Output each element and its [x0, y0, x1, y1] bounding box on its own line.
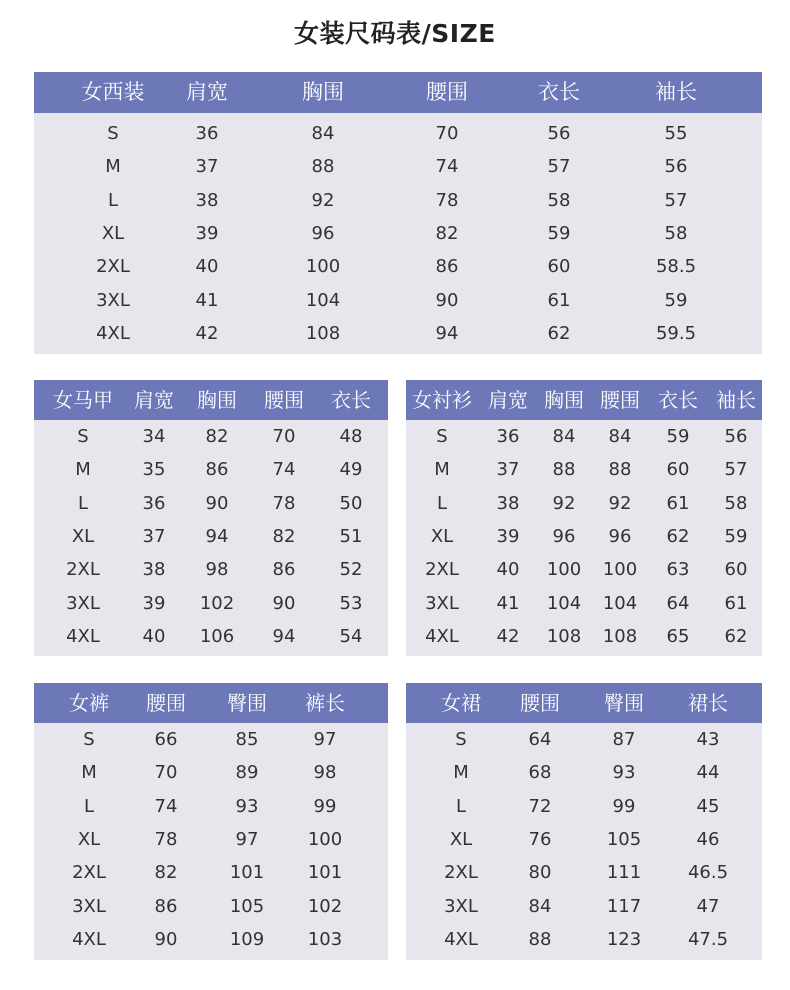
women-shirt-size-table [406, 380, 762, 656]
measurement-cell: 96 [311, 222, 335, 244]
page-title: 女装尺码表/SIZE [294, 19, 496, 48]
measurement-cell: 44 [696, 762, 720, 784]
size-label-cell: L [436, 492, 448, 514]
column-header: 腰围 [520, 691, 560, 715]
measurement-cell: 101 [229, 862, 265, 884]
table-row [406, 426, 762, 459]
measurement-cell: 52 [339, 559, 363, 581]
size-label-cell: 3XL [444, 895, 478, 917]
table-header [34, 683, 388, 723]
measurement-cell: 39 [195, 222, 219, 244]
measurement-cell: 39 [142, 592, 166, 614]
measurement-cell: 59 [547, 222, 571, 244]
measurement-cell: 55 [664, 123, 688, 144]
measurement-cell: 45 [696, 795, 720, 817]
measurement-cell: 40 [195, 256, 219, 278]
size-label-cell: 2XL [444, 862, 478, 884]
size-label-cell: 2XL [96, 256, 130, 278]
measurement-cell: 90 [154, 928, 178, 950]
measurement-cell: 101 [307, 862, 343, 884]
column-header: 女马甲 [53, 388, 113, 412]
size-label-cell: XL [449, 828, 473, 850]
table-row [406, 729, 762, 762]
measurement-cell: 87 [612, 729, 636, 750]
table-row [34, 156, 762, 189]
measurement-cell: 35 [142, 459, 166, 481]
size-label-cell: 3XL [96, 289, 130, 311]
size-label-cell: M [453, 762, 469, 784]
table-row [406, 559, 762, 592]
measurement-cell: 98 [313, 762, 337, 784]
measurement-cell: 62 [666, 525, 690, 547]
size-label-cell: S [77, 426, 89, 447]
measurement-cell: 90 [205, 492, 229, 514]
column-header: 女裤 [69, 691, 109, 715]
measurement-cell: 82 [154, 862, 178, 884]
measurement-cell: 90 [435, 289, 459, 311]
measurement-cell: 59.5 [655, 322, 697, 344]
measurement-cell: 86 [435, 256, 459, 278]
measurement-cell: 38 [195, 189, 219, 211]
size-label-cell: 3XL [425, 592, 459, 614]
table-row [34, 862, 388, 895]
measurement-cell: 64 [666, 592, 690, 614]
measurement-cell: 108 [305, 322, 341, 344]
measurement-cell: 105 [606, 828, 642, 850]
size-label-cell: 4XL [96, 322, 130, 344]
measurement-cell: 40 [142, 625, 166, 647]
table-row [34, 190, 762, 223]
measurement-cell: 37 [195, 156, 219, 178]
measurement-cell: 117 [606, 895, 642, 917]
women-skirt-size-table [406, 683, 762, 960]
measurement-cell: 43 [696, 729, 720, 750]
measurement-cell: 56 [724, 426, 748, 447]
measurement-cell: 93 [235, 795, 259, 817]
table-row [34, 896, 388, 929]
column-header: 腰围 [426, 80, 468, 104]
table-row [34, 626, 388, 659]
measurement-cell: 47 [696, 895, 720, 917]
column-header: 腰围 [146, 691, 186, 715]
measurement-cell: 100 [305, 256, 341, 278]
size-label-cell: M [81, 762, 97, 784]
size-label-cell: M [75, 459, 91, 481]
measurement-cell: 63 [666, 559, 690, 581]
measurement-cell: 72 [528, 795, 552, 817]
measurement-cell: 60 [547, 256, 571, 278]
size-label-cell: 2XL [66, 559, 100, 581]
measurement-cell: 99 [612, 795, 636, 817]
measurement-cell: 46.5 [687, 862, 729, 884]
measurement-cell: 94 [272, 625, 296, 647]
column-header: 女西装 [81, 80, 145, 104]
size-label-cell: 3XL [72, 895, 106, 917]
column-header: 肩宽 [134, 388, 174, 412]
measurement-cell: 49 [339, 459, 363, 481]
women-vest-size-table [34, 380, 388, 656]
size-label-cell: 3XL [66, 592, 100, 614]
size-label-cell: 4XL [66, 625, 100, 647]
table-row [34, 729, 388, 762]
measurement-cell: 54 [339, 625, 363, 647]
women-suit-size-table [34, 72, 762, 354]
measurement-cell: 58.5 [655, 256, 697, 278]
measurement-cell: 100 [602, 559, 638, 581]
measurement-cell: 50 [339, 492, 363, 514]
measurement-cell: 62 [724, 625, 748, 647]
table-row [34, 459, 388, 492]
table-row [406, 459, 762, 492]
measurement-cell: 70 [435, 123, 459, 144]
measurement-cell: 100 [307, 828, 343, 850]
column-header: 裤长 [305, 691, 345, 715]
measurement-cell: 123 [606, 928, 642, 950]
measurement-cell: 61 [724, 592, 748, 614]
measurement-cell: 66 [154, 729, 178, 750]
measurement-cell: 59 [664, 289, 688, 311]
column-header: 肩宽 [186, 80, 228, 104]
measurement-cell: 65 [666, 625, 690, 647]
measurement-cell: 47.5 [687, 928, 729, 950]
measurement-cell: 46 [696, 828, 720, 850]
table-row [34, 256, 762, 289]
measurement-cell: 51 [339, 525, 363, 547]
size-label-cell: L [77, 492, 89, 514]
measurement-cell: 56 [547, 123, 571, 144]
measurement-cell: 97 [313, 729, 337, 750]
size-label-cell: XL [430, 525, 454, 547]
table-row [34, 123, 762, 156]
table-header [406, 380, 762, 420]
measurement-cell: 100 [546, 559, 582, 581]
table-row [34, 593, 388, 626]
measurement-cell: 53 [339, 592, 363, 614]
measurement-cell: 37 [496, 459, 520, 481]
column-header: 女衬衫 [412, 388, 472, 412]
column-header: 胸围 [197, 388, 237, 412]
size-label-cell: S [107, 123, 119, 144]
measurement-cell: 109 [229, 928, 265, 950]
size-label-cell: S [436, 426, 448, 447]
measurement-cell: 92 [552, 492, 576, 514]
measurement-cell: 58 [724, 492, 748, 514]
measurement-cell: 36 [496, 426, 520, 447]
size-label-cell: M [434, 459, 450, 481]
measurement-cell: 57 [724, 459, 748, 481]
measurement-cell: 38 [496, 492, 520, 514]
measurement-cell: 82 [272, 525, 296, 547]
measurement-cell: 74 [154, 795, 178, 817]
table-header [406, 683, 762, 723]
measurement-cell: 90 [272, 592, 296, 614]
women-pants-size-table [34, 683, 388, 960]
table-row [34, 559, 388, 592]
measurement-cell: 37 [142, 525, 166, 547]
size-label-cell: L [455, 795, 467, 817]
measurement-cell: 104 [602, 592, 638, 614]
measurement-cell: 103 [307, 928, 343, 950]
table-row [34, 426, 388, 459]
measurement-cell: 56 [664, 156, 688, 178]
measurement-cell: 80 [528, 862, 552, 884]
measurement-cell: 88 [528, 928, 552, 950]
measurement-cell: 93 [612, 762, 636, 784]
measurement-cell: 86 [205, 459, 229, 481]
table-row [406, 762, 762, 795]
measurement-cell: 58 [547, 189, 571, 211]
measurement-cell: 41 [195, 289, 219, 311]
measurement-cell: 84 [608, 426, 632, 447]
column-header: 臀围 [604, 691, 644, 715]
size-label-cell: 2XL [72, 862, 106, 884]
measurement-cell: 102 [199, 592, 235, 614]
measurement-cell: 105 [229, 895, 265, 917]
measurement-cell: 68 [528, 762, 552, 784]
measurement-cell: 59 [666, 426, 690, 447]
measurement-cell: 76 [528, 828, 552, 850]
table-row [34, 493, 388, 526]
measurement-cell: 86 [272, 559, 296, 581]
measurement-cell: 39 [496, 525, 520, 547]
measurement-cell: 58 [664, 222, 688, 244]
measurement-cell: 96 [552, 525, 576, 547]
measurement-cell: 111 [606, 862, 642, 884]
measurement-cell: 86 [154, 895, 178, 917]
measurement-cell: 40 [496, 559, 520, 581]
column-header: 裙长 [688, 691, 728, 715]
size-label-cell: L [83, 795, 95, 817]
size-label-cell: 2XL [425, 559, 459, 581]
column-header: 衣长 [658, 388, 698, 412]
table-row [34, 290, 762, 323]
size-label-cell: XL [71, 525, 95, 547]
measurement-cell: 88 [608, 459, 632, 481]
measurement-cell: 42 [195, 322, 219, 344]
measurement-cell: 57 [547, 156, 571, 178]
table-header [34, 72, 762, 113]
measurement-cell: 78 [272, 492, 296, 514]
size-label-cell: S [83, 729, 95, 750]
column-header: 腰围 [600, 388, 640, 412]
table-row [406, 626, 762, 659]
measurement-cell: 36 [142, 492, 166, 514]
table-row [406, 829, 762, 862]
table-row [406, 862, 762, 895]
table-row [406, 526, 762, 559]
table-row [34, 323, 762, 356]
measurement-cell: 74 [435, 156, 459, 178]
measurement-cell: 106 [199, 625, 235, 647]
table-row [406, 593, 762, 626]
measurement-cell: 82 [205, 426, 229, 447]
measurement-cell: 84 [552, 426, 576, 447]
measurement-cell: 94 [205, 525, 229, 547]
column-header: 胸围 [302, 80, 344, 104]
measurement-cell: 59 [724, 525, 748, 547]
table-row [34, 526, 388, 559]
measurement-cell: 92 [311, 189, 335, 211]
measurement-cell: 84 [528, 895, 552, 917]
column-header: 女裙 [441, 691, 481, 715]
size-label-cell: S [455, 729, 467, 750]
column-header: 衣长 [331, 388, 371, 412]
table-row [34, 829, 388, 862]
measurement-cell: 96 [608, 525, 632, 547]
measurement-cell: 92 [608, 492, 632, 514]
measurement-cell: 94 [435, 322, 459, 344]
column-header: 肩宽 [488, 388, 528, 412]
measurement-cell: 34 [142, 426, 166, 447]
size-label-cell: XL [77, 828, 101, 850]
table-row [406, 493, 762, 526]
column-header: 袖长 [716, 388, 756, 412]
measurement-cell: 48 [339, 426, 363, 447]
measurement-cell: 41 [496, 592, 520, 614]
measurement-cell: 99 [313, 795, 337, 817]
measurement-cell: 104 [305, 289, 341, 311]
table-row [406, 796, 762, 829]
column-header: 腰围 [264, 388, 304, 412]
measurement-cell: 36 [195, 123, 219, 144]
measurement-cell: 104 [546, 592, 582, 614]
size-label-cell: M [105, 156, 121, 178]
measurement-cell: 85 [235, 729, 259, 750]
size-label-cell: 4XL [444, 928, 478, 950]
measurement-cell: 62 [547, 322, 571, 344]
measurement-cell: 60 [666, 459, 690, 481]
table-header [34, 380, 388, 420]
measurement-cell: 108 [546, 625, 582, 647]
measurement-cell: 57 [664, 189, 688, 211]
measurement-cell: 78 [435, 189, 459, 211]
size-label-cell: 4XL [72, 928, 106, 950]
measurement-cell: 88 [552, 459, 576, 481]
measurement-cell: 64 [528, 729, 552, 750]
measurement-cell: 84 [311, 123, 335, 144]
measurement-cell: 61 [666, 492, 690, 514]
table-row [34, 762, 388, 795]
measurement-cell: 98 [205, 559, 229, 581]
measurement-cell: 82 [435, 222, 459, 244]
size-label-cell: 4XL [425, 625, 459, 647]
size-label-cell: XL [101, 222, 125, 244]
measurement-cell: 38 [142, 559, 166, 581]
measurement-cell: 102 [307, 895, 343, 917]
table-row [34, 929, 388, 962]
column-header: 衣长 [538, 80, 580, 104]
measurement-cell: 88 [311, 156, 335, 178]
measurement-cell: 89 [235, 762, 259, 784]
column-header: 臀围 [227, 691, 267, 715]
table-row [406, 929, 762, 962]
measurement-cell: 61 [547, 289, 571, 311]
measurement-cell: 70 [154, 762, 178, 784]
table-row [406, 896, 762, 929]
table-row [34, 796, 388, 829]
column-header: 袖长 [655, 80, 697, 104]
table-row [34, 223, 762, 256]
measurement-cell: 70 [272, 426, 296, 447]
measurement-cell: 74 [272, 459, 296, 481]
measurement-cell: 78 [154, 828, 178, 850]
measurement-cell: 42 [496, 625, 520, 647]
size-label-cell: L [107, 189, 119, 211]
measurement-cell: 108 [602, 625, 638, 647]
column-header: 胸围 [544, 388, 584, 412]
measurement-cell: 60 [724, 559, 748, 581]
measurement-cell: 97 [235, 828, 259, 850]
